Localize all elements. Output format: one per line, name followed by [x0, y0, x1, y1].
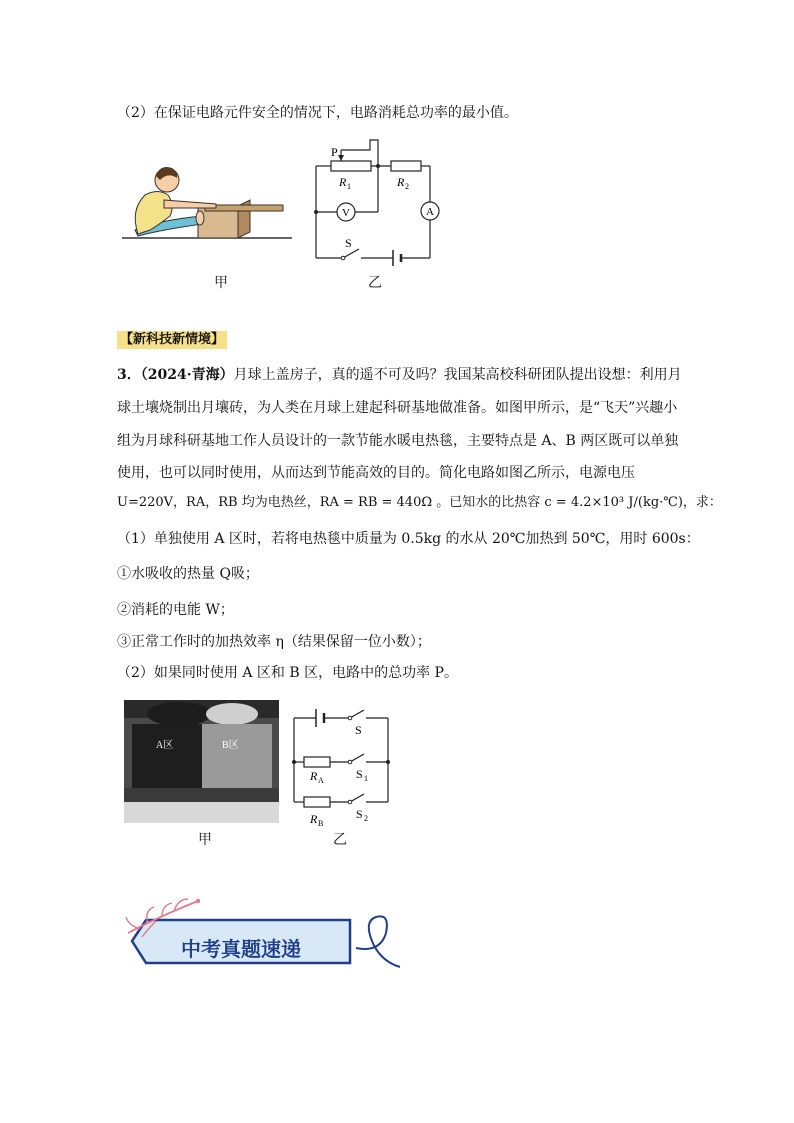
label-ra-sub: A	[318, 776, 324, 785]
question-3-sub-1-a: ①水吸收的热量 Q吸；	[117, 566, 259, 582]
figure-2-caption-jia: 甲	[198, 832, 212, 848]
label-r2-sub: 2	[405, 182, 409, 191]
banner-title: 中考真题速递	[181, 937, 301, 961]
figure-2-yi-circuit	[288, 704, 398, 829]
question-3-sub-1: （1）单独使用 A 区时，若将电热毯中质量为 0.5kg 的水从 20℃加热到 50℃，用时 600s：	[117, 531, 700, 547]
question-3-line-1: 3．（2024·青海）月球上盖房子，真的遥不可及吗？我国某高校科研团队提出设想：利用月	[117, 367, 682, 383]
figure-1-caption-yi: 乙	[368, 275, 382, 291]
label-s: S	[355, 723, 362, 737]
figure-2-caption-yi: 乙	[333, 832, 347, 848]
label-s2-sub: 2	[364, 814, 368, 823]
question-3-sub-1-c: ③正常工作时的加热效率 η（结果保留一位小数）；	[117, 634, 431, 650]
question-3-sub-1-b: ②消耗的电能 W；	[117, 602, 234, 618]
label-switch-s: S	[345, 236, 352, 250]
figure-1-jia-illustration	[120, 150, 295, 245]
question-3-line-2: 球土壤烧制出月壤砖，为人类在月球上建起科研基地做准备。如图甲所示，是“飞天”兴趣小	[117, 400, 678, 416]
label-r2: R	[397, 175, 405, 189]
figure-1-yi-circuit	[305, 136, 440, 266]
label-s1: S	[356, 767, 363, 781]
label-r1: R	[339, 175, 347, 189]
zone-b-label: B区	[222, 740, 239, 751]
label-s1-sub: 1	[364, 774, 368, 783]
question-number: 3．	[117, 367, 141, 383]
question-3-line-4: 使用，也可以同时使用，从而达到节能高效的目的。简化电路如图乙所示，电源电压	[117, 465, 635, 481]
figure-1-caption-jia: 甲	[214, 275, 228, 291]
question-3-sub-2: （2）如果同时使用 A 区和 B 区，电路中的总功率 P。	[117, 665, 458, 681]
blanket-image	[124, 700, 279, 823]
ammeter-label: A	[426, 206, 434, 218]
figure-2-jia-photo	[124, 700, 279, 823]
question-2-part-2: （2）在保证电路元件安全的情况下，电路消耗总功率的最小值。	[117, 105, 518, 121]
zone-a-label: A区	[156, 740, 174, 751]
question-3-line-3: 组为月球科研基地工作人员设计的一款节能水暖电热毯，主要特点是 A、B 两区既可以单独	[117, 433, 679, 449]
question-source: （2024·青海）	[140, 367, 234, 383]
label-s2: S	[356, 807, 363, 821]
label-ra: R	[310, 769, 318, 783]
label-p: P	[331, 145, 338, 159]
question-3-line-5: U=220V，RA，RB 均为电热丝，RA = RB = 440Ω 。已知水的比热容 c = 4.2×10³ J/(kg·℃)，求：	[117, 495, 722, 510]
voltmeter-label: V	[342, 207, 350, 219]
label-rb: R	[310, 812, 318, 826]
label-rb-sub: B	[318, 819, 324, 828]
section-tag: 【新科技新情境】	[117, 331, 227, 349]
label-r1-sub: 1	[347, 182, 351, 191]
